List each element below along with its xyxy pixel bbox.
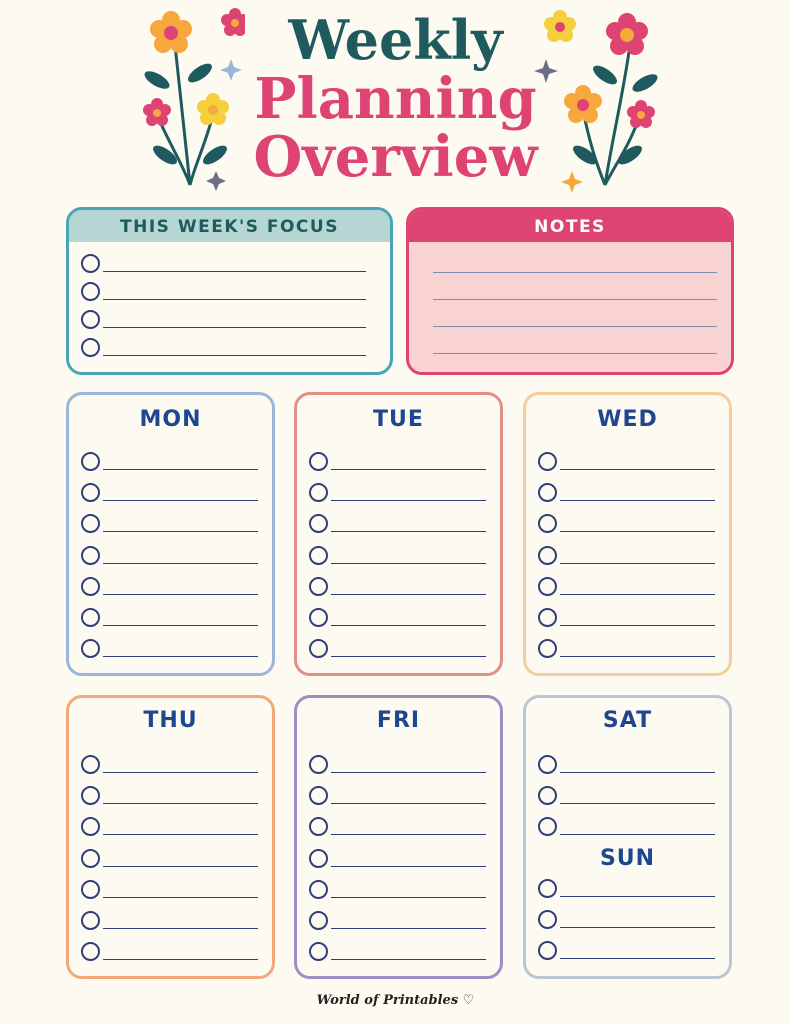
day-mon-row	[81, 544, 258, 566]
flower-icon	[221, 8, 245, 36]
checkbox-circle[interactable]	[309, 483, 328, 502]
write-line[interactable]	[331, 866, 486, 867]
flower-icon	[197, 93, 229, 125]
sparkle-icon	[560, 170, 584, 194]
focus-row	[81, 280, 366, 302]
write-line[interactable]	[331, 928, 486, 929]
checkbox-circle[interactable]	[81, 755, 100, 774]
day-thu-row	[81, 878, 258, 900]
day-wed-row	[538, 450, 715, 472]
write-line[interactable]	[560, 772, 715, 773]
checkbox-circle[interactable]	[309, 452, 328, 471]
day-wed-row	[538, 606, 715, 628]
focus-row	[81, 252, 366, 274]
write-line[interactable]	[560, 896, 715, 897]
focus-card	[66, 207, 393, 375]
notes-line[interactable]	[433, 272, 717, 273]
flower-icon	[544, 10, 576, 42]
write-line[interactable]	[560, 958, 715, 959]
heart-icon: ♡	[462, 993, 475, 1008]
day-title-sun: SUN	[599, 846, 656, 871]
checkbox-circle[interactable]	[81, 639, 100, 658]
day-fri-row	[309, 815, 486, 837]
day-tue-row	[309, 481, 486, 503]
checkbox-circle[interactable]	[538, 452, 557, 471]
day-thu-row	[81, 815, 258, 837]
write-line[interactable]	[103, 897, 258, 898]
write-line[interactable]	[103, 594, 258, 595]
flower-icon	[150, 11, 192, 53]
checkbox-circle[interactable]	[81, 452, 100, 471]
write-line[interactable]	[560, 803, 715, 804]
write-line[interactable]	[331, 772, 486, 773]
write-line[interactable]	[560, 656, 715, 657]
write-line[interactable]	[103, 803, 258, 804]
write-line[interactable]	[103, 531, 258, 532]
checkbox-circle[interactable]	[81, 310, 100, 329]
day-card-tue	[294, 392, 503, 676]
day-title-tue: TUE	[373, 407, 424, 432]
day-fri-row	[309, 753, 486, 775]
focus-header: THIS WEEK'S FOCUS	[69, 210, 390, 242]
checkbox-circle[interactable]	[538, 514, 557, 533]
write-line[interactable]	[103, 656, 258, 657]
checkbox-circle[interactable]	[81, 911, 100, 930]
write-line[interactable]	[331, 656, 486, 657]
day-fri-row	[309, 847, 486, 869]
brand-text: World of Printables	[316, 993, 459, 1008]
day-title-thu: THU	[143, 708, 198, 733]
checkbox-circle[interactable]	[309, 755, 328, 774]
write-line[interactable]	[331, 563, 486, 564]
day-card-fri	[294, 695, 503, 979]
day-card-thu	[66, 695, 275, 979]
sparkle-icon	[219, 58, 243, 82]
checkbox-circle[interactable]	[309, 608, 328, 627]
write-line[interactable]	[560, 927, 715, 928]
checkbox-circle[interactable]	[309, 546, 328, 565]
day-fri-row	[309, 784, 486, 806]
day-title-wed: WED	[597, 407, 658, 432]
day-tue-row	[309, 575, 486, 597]
day-tue-row	[309, 606, 486, 628]
day-title-fri: FRI	[376, 708, 421, 733]
day-sat-row	[538, 784, 715, 806]
write-line[interactable]	[103, 625, 258, 626]
write-line[interactable]	[331, 469, 486, 470]
day-wed-row	[538, 544, 715, 566]
checkbox-circle[interactable]	[538, 910, 557, 929]
sparkle-icon	[205, 170, 227, 192]
day-mon-row	[81, 481, 258, 503]
day-fri-row	[309, 940, 486, 962]
write-line[interactable]	[331, 834, 486, 835]
title-line-1: Weekly	[288, 8, 503, 72]
day-fri-row	[309, 909, 486, 931]
write-line[interactable]	[331, 500, 486, 501]
checkbox-circle[interactable]	[538, 577, 557, 596]
day-sun-row	[538, 939, 715, 961]
brand-footer	[0, 993, 791, 1008]
day-mon-row	[81, 575, 258, 597]
write-line[interactable]	[560, 834, 715, 835]
write-line[interactable]	[331, 959, 486, 960]
checkbox-circle[interactable]	[309, 911, 328, 930]
checkbox-circle[interactable]	[81, 577, 100, 596]
day-title-mon: MON	[139, 407, 202, 432]
write-line[interactable]	[560, 594, 715, 595]
write-line[interactable]	[103, 500, 258, 501]
write-line[interactable]	[560, 500, 715, 501]
checkbox-circle[interactable]	[538, 546, 557, 565]
checkbox-circle[interactable]	[81, 880, 100, 899]
write-line[interactable]	[103, 299, 366, 300]
day-wed-row	[538, 512, 715, 534]
checkbox-circle[interactable]	[81, 514, 100, 533]
checkbox-circle[interactable]	[81, 942, 100, 961]
write-line[interactable]	[103, 928, 258, 929]
focus-row	[81, 336, 366, 358]
day-card-mon	[66, 392, 275, 676]
write-line[interactable]	[103, 355, 366, 356]
write-line[interactable]	[103, 271, 366, 272]
day-tue-row	[309, 450, 486, 472]
notes-line[interactable]	[433, 326, 717, 327]
flower-cluster-left	[135, 5, 245, 190]
day-sun-row	[538, 877, 715, 899]
checkbox-circle[interactable]	[309, 942, 328, 961]
day-wed-row	[538, 637, 715, 659]
day-sat-row	[538, 815, 715, 837]
write-line[interactable]	[103, 959, 258, 960]
checkbox-circle[interactable]	[309, 514, 328, 533]
day-card-sat-sun	[523, 695, 732, 979]
day-mon-row	[81, 637, 258, 659]
day-title-sat: SAT	[602, 708, 653, 733]
checkbox-circle[interactable]	[81, 546, 100, 565]
notes-card	[406, 207, 734, 375]
write-line[interactable]	[103, 866, 258, 867]
day-thu-row	[81, 784, 258, 806]
checkbox-circle[interactable]	[309, 639, 328, 658]
checkbox-circle[interactable]	[538, 879, 557, 898]
focus-row	[81, 308, 366, 330]
checkbox-circle[interactable]	[309, 817, 328, 836]
checkbox-circle[interactable]	[81, 282, 100, 301]
checkbox-circle[interactable]	[309, 849, 328, 868]
write-line[interactable]	[331, 594, 486, 595]
write-line[interactable]	[560, 563, 715, 564]
checkbox-circle[interactable]	[538, 639, 557, 658]
day-fri-row	[309, 878, 486, 900]
write-line[interactable]	[331, 897, 486, 898]
flower-cluster-right	[535, 5, 660, 190]
checkbox-circle[interactable]	[81, 608, 100, 627]
write-line[interactable]	[560, 469, 715, 470]
title-line-3: Overview	[253, 124, 538, 190]
write-line[interactable]	[103, 772, 258, 773]
day-tue-row	[309, 512, 486, 534]
day-wed-row	[538, 481, 715, 503]
write-line[interactable]	[331, 625, 486, 626]
checkbox-circle[interactable]	[538, 817, 557, 836]
sparkle-icon	[533, 58, 559, 84]
flower-icon	[143, 98, 171, 126]
checkbox-circle[interactable]	[81, 817, 100, 836]
day-thu-row	[81, 847, 258, 869]
checkbox-circle[interactable]	[81, 338, 100, 357]
write-line[interactable]	[103, 469, 258, 470]
checkbox-circle[interactable]	[81, 254, 100, 273]
flower-icon	[564, 85, 602, 123]
day-thu-row	[81, 909, 258, 931]
write-line[interactable]	[103, 563, 258, 564]
checkbox-circle[interactable]	[309, 880, 328, 899]
checkbox-circle[interactable]	[538, 941, 557, 960]
flower-icon	[627, 100, 655, 128]
day-thu-row	[81, 940, 258, 962]
checkbox-circle[interactable]	[81, 483, 100, 502]
day-mon-row	[81, 606, 258, 628]
title-line-2: Planning	[254, 66, 537, 132]
checkbox-circle[interactable]	[309, 577, 328, 596]
write-line[interactable]	[331, 531, 486, 532]
checkbox-circle[interactable]	[538, 755, 557, 774]
day-thu-row	[81, 753, 258, 775]
write-line[interactable]	[331, 803, 486, 804]
day-tue-row	[309, 544, 486, 566]
day-mon-row	[81, 512, 258, 534]
checkbox-circle[interactable]	[538, 608, 557, 627]
day-tue-row	[309, 637, 486, 659]
checkbox-circle[interactable]	[81, 786, 100, 805]
flower-icon	[606, 13, 648, 55]
day-sat-row	[538, 753, 715, 775]
notes-line[interactable]	[433, 299, 717, 300]
checkbox-circle[interactable]	[538, 483, 557, 502]
write-line[interactable]	[560, 625, 715, 626]
write-line[interactable]	[103, 327, 366, 328]
day-wed-row	[538, 575, 715, 597]
day-sun-row	[538, 908, 715, 930]
day-card-wed	[523, 392, 732, 676]
notes-line[interactable]	[433, 353, 717, 354]
checkbox-circle[interactable]	[538, 786, 557, 805]
notes-header: NOTES	[409, 210, 731, 242]
write-line[interactable]	[103, 834, 258, 835]
write-line[interactable]	[560, 531, 715, 532]
checkbox-circle[interactable]	[309, 786, 328, 805]
day-mon-row	[81, 450, 258, 472]
checkbox-circle[interactable]	[81, 849, 100, 868]
